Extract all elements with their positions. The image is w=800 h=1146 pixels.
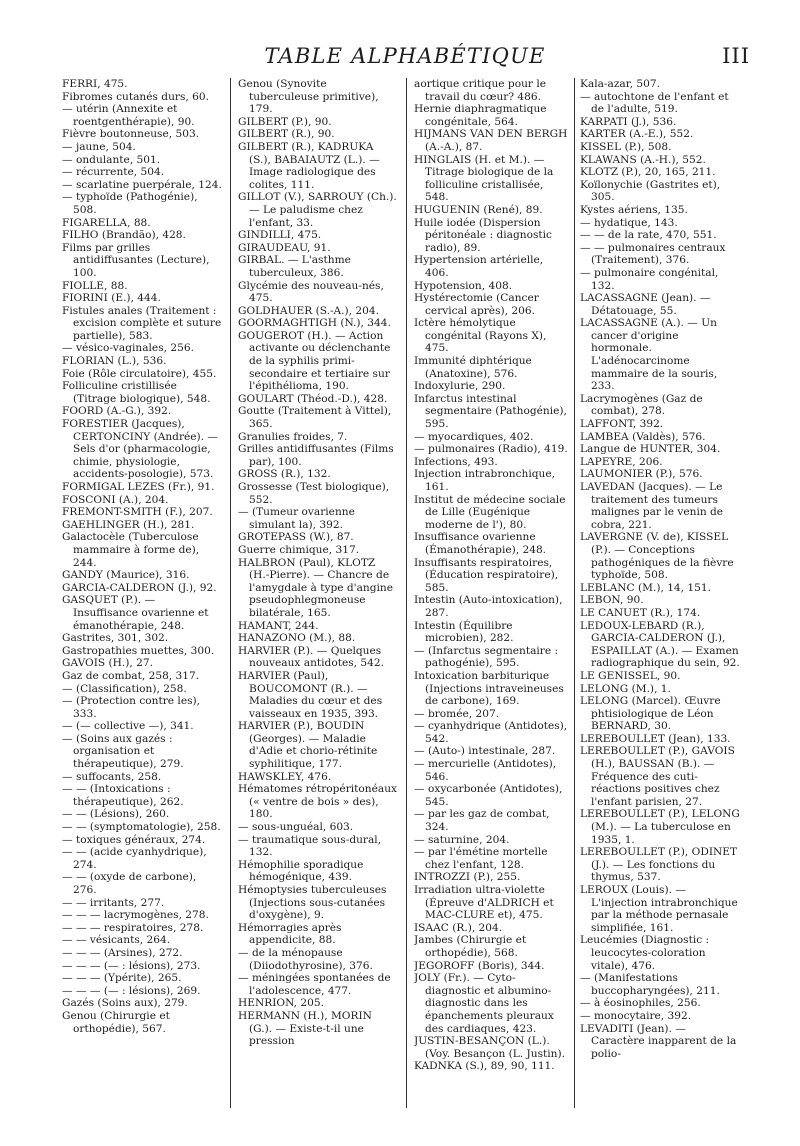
index-entry: Infarctus intestinal segmentaire (Pathogénie), 595. [414, 392, 567, 431]
index-entry: HARVIER (P.). — Quelques nouveaux antidotes, 542. [238, 644, 384, 670]
index-entry: Fièvre boutonneuse, 503. [62, 128, 200, 141]
index-entry: Fibromes cutanés durs, 60. [62, 90, 209, 103]
index-entry: Grossesse (Test biologique), 552. [238, 481, 390, 506]
index-entry: — méningées spontanées de l'adolescence, 477. [238, 972, 391, 997]
index-columns [62, 78, 742, 1108]
index-entry: GROSS (R.), 132. [238, 468, 331, 481]
index-entry: — myocardiques, 402. [414, 430, 534, 443]
index-entry: HANAZONO (M.), 88. [238, 632, 356, 645]
index-entry: JEGOROFF (Boris), 344. [414, 959, 545, 972]
index-entry: LEREBOULLET (P.), ODINET (J.). — Les fonctions du thymus, 537. [580, 846, 738, 884]
index-entry: LACASSAGNE (Jean). — Détatouage, 55. [580, 292, 711, 317]
index-entry: FIOLLE, 88. [62, 279, 128, 292]
index-entry: LELONG (Marcel). Œuvre phtisiologique de Léon BERNARD, 30. [580, 695, 721, 733]
index-entry: LELONG (M.), 1. [580, 682, 671, 695]
index-entry: — pulmonaires (Radio), 419. [414, 443, 568, 456]
index-entry: Langue de HUNTER, 304. [580, 443, 721, 456]
index-entry: Hernie diaphragmatique congénitale, 564. [414, 103, 547, 128]
index-entry: GIRBAL. — L'asthme tuberculeux, 386. [238, 254, 351, 279]
index-entry: KARPATI (J.), 536. [580, 115, 677, 128]
index-entry: LEROUX (Louis). — L'injection intrabronchique par la méthode pernasale simplifiée, 161. [580, 884, 738, 934]
index-entry: — mercurielle (Antidotes), 546. [414, 758, 557, 783]
index-entry: Insuffisance ovarienne (Émanothérapie), 248. [414, 531, 547, 556]
index-entry: — — (Intoxications : thérapeutique), 262. [62, 783, 184, 808]
index-column-2 [238, 78, 398, 1098]
index-entry: LACASSAGNE (A.). — Un cancer d'origine hormonale. L'adénocarcinome mammaire de la souris, 233. [580, 317, 718, 393]
index-entry: Immunité diphtérique (Anatoxine), 576. [414, 355, 532, 380]
index-entry: — par l'émétine mortelle chez l'enfant, 128. [414, 846, 548, 871]
index-entry: — — irritants, 277. [62, 896, 165, 909]
index-entry: Galactocèle (Tuberculose mammaire à forme de), 244. [62, 531, 200, 569]
index-entry: Hémoptysies tuberculeuses (Injections sous-cutanées d'oxygène), 9. [238, 884, 387, 922]
index-entry: Goutte (Traitement à Vittel), 365. [238, 405, 392, 431]
index-entry: — (Infarctus segmentaire : pathogénie), 595. [414, 644, 559, 670]
index-entry: — traumatique sous-dural, 132. [238, 833, 382, 859]
index-entry: FORMIGAL LEZES (Fr.), 91. [62, 481, 215, 493]
index-column-4 [580, 78, 742, 1098]
index-entry: LAVEDAN (Jacques). — Le traitement des tumeurs malignes par le venin de cobra, 221. [580, 481, 724, 531]
index-entry: Leucémies (Diagnostic : leucocytes-coloration vitale), 476. [580, 934, 710, 972]
index-entry: Glycémie des nouveau-nés, 475. [238, 279, 384, 305]
index-entry: Infections, 493. [414, 455, 498, 468]
index-entry: Hémorragies après appendicite, 88. [238, 921, 342, 947]
index-entry: KLAWANS (A.-H.), 552. [580, 153, 706, 166]
index-entry: — — (oxyde de carbone), 276. [62, 871, 197, 896]
index-entry: — ondulante, 501. [62, 153, 161, 166]
index-entry: FILHO (Brandão), 428. [62, 229, 186, 242]
index-entry: — par les gaz de combat, 324. [414, 808, 550, 834]
index-entry: FIORINI (E.), 444. [62, 292, 161, 305]
index-entry: — — pulmonaires centraux (Traitement), 376. [580, 241, 726, 267]
index-entry: — monocytaire, 392. [580, 1009, 692, 1022]
index-entry: GILBERT (R.), KADRUKA (S.), BABAIAUTZ (L.). — Image radiologique des colites, 111. [238, 140, 380, 191]
index-entry: Koïlonychie (Gastrites et), 305. [580, 178, 721, 204]
index-entry: FORESTIER (Jacques), CERTONCINY (Andrée). — Sels d'or (pharmacologie, chimie, physiologie, accidents-posologie), 573. [62, 418, 219, 481]
column-divider [230, 78, 231, 1108]
index-entry: — à éosinophiles, 256. [580, 997, 701, 1010]
index-entry: — cyanhydrique (Antidotes), 542. [414, 720, 568, 745]
index-entry: Kystes aériens, 135. [580, 203, 688, 216]
index-entry: FREMONT-SMITH (F.), 207. [62, 506, 213, 519]
index-entry: — — — (— : lésions), 273. [62, 959, 201, 972]
index-entry: GOORMAGHTIGH (N.), 344. [238, 317, 391, 330]
index-entry: LAMBEA (Valdès), 576. [580, 430, 706, 443]
index-entry: — (— collective —), 341. [62, 720, 194, 733]
index-entry: GASQUET (P.). — Insuffisance ovarienne et émanothérapie, 248. [62, 594, 209, 632]
index-entry: FOSCONI (A.), 204. [62, 493, 169, 506]
index-entry: HIJMANS VAN DEN BERGH (A.-A.), 87. [414, 128, 568, 153]
index-entry: Intestin (Équilibre microbien), 282. [414, 619, 514, 645]
column-divider [406, 78, 407, 1108]
index-entry: aortique critique pour le travail du cœur? 486. [414, 78, 546, 103]
index-entry: GANDY (Maurice), 316. [62, 569, 190, 582]
index-entry: LAPEYRE, 206. [580, 455, 663, 468]
index-entry: — de la ménopause (Diiodothyrosine), 376. [238, 946, 373, 972]
index-entry: GOULART (Théod.-D.), 428. [238, 392, 388, 405]
index-entry: — — — lacrymogènes, 278. [62, 909, 209, 922]
index-entry: HAWSKLEY, 476. [238, 770, 332, 783]
index-entry: LAFFONT, 392. [580, 418, 664, 431]
index-entry: LEREBOULLET (Jean), 133. [580, 732, 731, 745]
index-entry: GILBERT (P.), 90. [238, 115, 332, 128]
index-entry: LEBLANC (M.), 14, 151. [580, 581, 711, 594]
index-entry: — bromée, 207. [414, 707, 500, 720]
index-entry: Insuffisants respiratoires, (Éducation respiratoire), 585. [414, 556, 559, 594]
index-entry: — récurrente, 504. [62, 166, 165, 179]
index-entry: JOLY (Fr.). — Cyto-diagnostic et albumino-diagnostic dans les épanchements pleuraux des cardiaques, 423. [414, 972, 554, 1035]
index-entry: — — (Lésions), 260. [62, 808, 170, 821]
index-entry: GINDILLI, 475. [238, 229, 322, 242]
index-entry: — toxiques généraux, 274. [62, 833, 206, 846]
index-entry: — — (symptomatologie), 258. [62, 821, 221, 834]
index-entry: Foie (Rôle circulatoire), 455. [62, 367, 217, 380]
index-entry: Gazés (Soins aux), 279. [62, 997, 188, 1010]
index-entry: — — — (Ypérite), 265. [62, 972, 182, 985]
index-entry: Gastrites, 301, 302. [62, 632, 169, 645]
index-entry: Intoxication barbiturique (Injections intraveineuses de carbone), 169. [414, 669, 564, 708]
index-entry: ISAAC (R.), 204. [414, 921, 503, 934]
index-entry: LE GENISSEL, 90. [580, 669, 681, 682]
index-entry: GILBERT (R.), 90. [238, 128, 335, 141]
index-entry: — jaune, 504. [62, 140, 136, 153]
page-number: III [722, 44, 750, 68]
index-entry: — pulmonaire congénital, 132. [580, 266, 719, 292]
index-entry: Injection intrabronchique, 161. [414, 468, 555, 493]
index-entry: KARTER (A.-E.), 552. [580, 128, 694, 141]
index-entry: GIRAUDEAU, 91. [238, 241, 331, 254]
index-entry: GILLOT (V.), SARROUY (Ch.). — Le paludisme chez l'enfant, 33. [238, 191, 397, 229]
index-entry: Jambes (Chirurgie et orthopédie), 568. [414, 934, 527, 959]
index-entry: FERRI, 475. [62, 78, 128, 90]
index-entry: HINGLAIS (H. et M.). — Titrage biologique de la folliculine cristallisée, 548. [414, 153, 554, 204]
index-entry: INTROZZI (P.), 255. [414, 871, 521, 884]
index-entry: Gastropathies muettes, 300. [62, 644, 215, 657]
index-entry: — typhoïde (Pathogénie), 508. [62, 191, 198, 216]
index-entry: HAMANT, 244. [238, 619, 319, 632]
index-entry: GARCIA-CALDERON (J.), 92. [62, 581, 217, 594]
index-column-3 [414, 78, 570, 1098]
index-entry: — — vésicants, 264. [62, 934, 171, 947]
index-entry: LEREBOULLET (P.), GAVOIS (H.), BAUSSAN (B.). — Fréquence des cuti-réactions positives chez l'enfant parisien, 27. [580, 745, 735, 808]
index-entry: Ictère hémolytique congénital (Rayons X), 475. [414, 317, 547, 355]
index-entry: HUGUENIN (René), 89. [414, 203, 543, 216]
index-entry: — utérin (Annexite et roentgenthérapie), 90. [62, 103, 195, 128]
index-entry: LEDOUX-LEBARD (R.), GARCIA-CALDERON (J.), ESPAILLAT (A.). — Examen radiographique du sein, 92. [580, 619, 740, 670]
index-entry: — sous-unguéal, 603. [238, 821, 354, 834]
index-entry: — (Protection contre les), 333. [62, 695, 201, 720]
index-entry: LAUMONIER (P.), 576. [580, 468, 703, 481]
index-entry: Folliculine cristillisée (Titrage biologique), 548. [62, 380, 211, 405]
index-entry: HARVIER (Paul), BOUCOMONT (R.). — Maladies du cœur et des vaisseaux en 1935, 393. [238, 669, 383, 720]
index-entry: Kala-azar, 507. [580, 78, 660, 90]
index-entry: Genou (Chirurgie et orthopédie), 567. [62, 1009, 170, 1035]
index-entry: HERMANN (H.), MORIN (G.). — Existe-t-il une pression [238, 1009, 372, 1048]
page-title: TABLE ALPHABÉTIQUE [264, 44, 546, 68]
index-entry: GAVOIS (H.), 27. [62, 657, 153, 670]
index-entry: — autochtone de l'enfant et de l'adulte, 519. [580, 90, 729, 116]
index-entry: Indoxylurie, 290. [414, 380, 506, 393]
index-entry: — — — (— : lésions), 269. [62, 984, 201, 997]
index-entry: Genou (Synovite tuberculeuse primitive), 179. [238, 78, 379, 116]
index-entry: KADNKA (S.), 89, 90, 111. [414, 1060, 555, 1073]
index-entry: GOUGEROT (H.). — Action activante ou déclenchante de la syphilis primi-secondaire et tertiaire sur l'épithélioma, 190. [238, 329, 391, 393]
index-entry: Films par grilles antidiffusantes (Lecture), 100. [62, 241, 210, 279]
index-entry: — saturnine, 204. [414, 833, 510, 846]
index-entry: LAVERGNE (V. de), KISSEL (P.). — Conceptions pathogéniques de la fièvre typhoïde, 508. [580, 531, 734, 582]
index-entry: HALBRON (Paul), KLOTZ (H.-Pierre). — Chancre de l'amygdale à type d'angine pseudophlegmoneuse bilatérale, 165. [238, 556, 393, 619]
index-entry: HENRION, 205. [238, 997, 325, 1010]
index-entry: Institut de médecine sociale de Lille (Eugénique moderne de l'), 80. [414, 493, 566, 531]
index-entry: — scarlatine puerpérale, 124. [62, 178, 222, 191]
index-entry: KISSEL (P.), 508. [580, 140, 672, 153]
index-entry: — (Tumeur ovarienne simulant la), 392. [238, 506, 355, 531]
page-header [60, 44, 750, 74]
index-entry: LEREBOULLET (P.), LELONG (M.). — La tuberculose en 1935, 1. [580, 808, 740, 846]
index-column-1 [62, 78, 222, 1098]
index-entry: GAEHLINGER (H.), 281. [62, 518, 195, 531]
index-entry: — (Soins aux gazés : organisation et thérapeutique), 279. [62, 732, 184, 771]
index-entry: Hystérectomie (Cancer cervical après), 206. [414, 292, 539, 317]
index-entry: Fistules anales (Traitement : excision complète et suture partielle), 583. [62, 304, 222, 342]
index-entry: LEBON, 90. [580, 594, 644, 607]
index-entry: — (Auto-) intestinale, 287. [414, 745, 556, 758]
index-entry: — hydatique, 143. [580, 216, 678, 229]
index-entry: Hypertension artérielle, 406. [414, 254, 544, 279]
index-entry: FLORIAN (L.), 536. [62, 355, 167, 368]
index-entry: GOLDHAUER (S.-A.), 204. [238, 304, 380, 317]
index-entry: Guerre chimique, 317. [238, 543, 360, 556]
index-entry: FIGARELLA, 88. [62, 216, 151, 229]
index-entry: GROTEPASS (W.), 87. [238, 531, 354, 544]
index-entry: — — — (Arsines), 272. [62, 946, 183, 959]
index-entry: KLOTZ (P.), 20, 165, 211. [580, 166, 716, 179]
index-entry: — — (acide cyanhydrique), 274. [62, 846, 207, 871]
index-entry: Hématomes rétropéritonéaux (« ventre de bois » des), 180. [238, 783, 397, 821]
index-entry: FOORD (A.-G.), 392. [62, 405, 172, 418]
index-entry: Lacrymogènes (Gaz de combat), 278. [580, 392, 703, 418]
index-entry: — (Classification), 258. [62, 682, 187, 695]
index-entry: — suffocants, 258. [62, 770, 162, 783]
index-entry: Irradiation ultra-violette (Épreuve d'ALDRICH et MAC-CLURE et), 475. [414, 884, 554, 922]
index-entry: — oxycarbonée (Antidotes), 545. [414, 783, 563, 808]
index-entry: Gaz de combat, 258, 317. [62, 669, 200, 682]
index-entry: HARVIER (P.), BOUDIN (Georges). — Maladie d'Adie et chorio-rétinite syphilitique, 177. [238, 720, 378, 771]
index-entry: JUSTIN-BESANÇON (L.). (Voy. Besançon (L. Justin). [414, 1035, 566, 1060]
index-entry: LE CANUET (R.), 174. [580, 606, 701, 619]
index-entry: — (Manifestations buccopharyngées), 211. [580, 972, 720, 997]
index-entry: Huile iodée (Dispersion péritonéale : diagnostic radio), 89. [414, 216, 552, 254]
index-entry: Grilles antidiffusantes (Films par), 100. [238, 443, 394, 468]
index-entry: Hémophilie sporadique hémogénique, 439. [238, 858, 364, 884]
index-entry: — — — respiratoires, 278. [62, 921, 204, 934]
index-entry: Hypotension, 408. [414, 279, 513, 292]
index-entry: LEVADITI (Jean). — Caractère inapparent de la polio- [580, 1022, 737, 1060]
index-entry: Intestin (Auto-intoxication), 287. [414, 594, 563, 619]
column-divider [574, 78, 575, 1108]
index-entry: — — de la rate, 470, 551. [580, 229, 717, 242]
index-entry: — vésico-vaginales, 256. [62, 342, 194, 355]
index-entry: Granulies froides, 7. [238, 430, 348, 443]
